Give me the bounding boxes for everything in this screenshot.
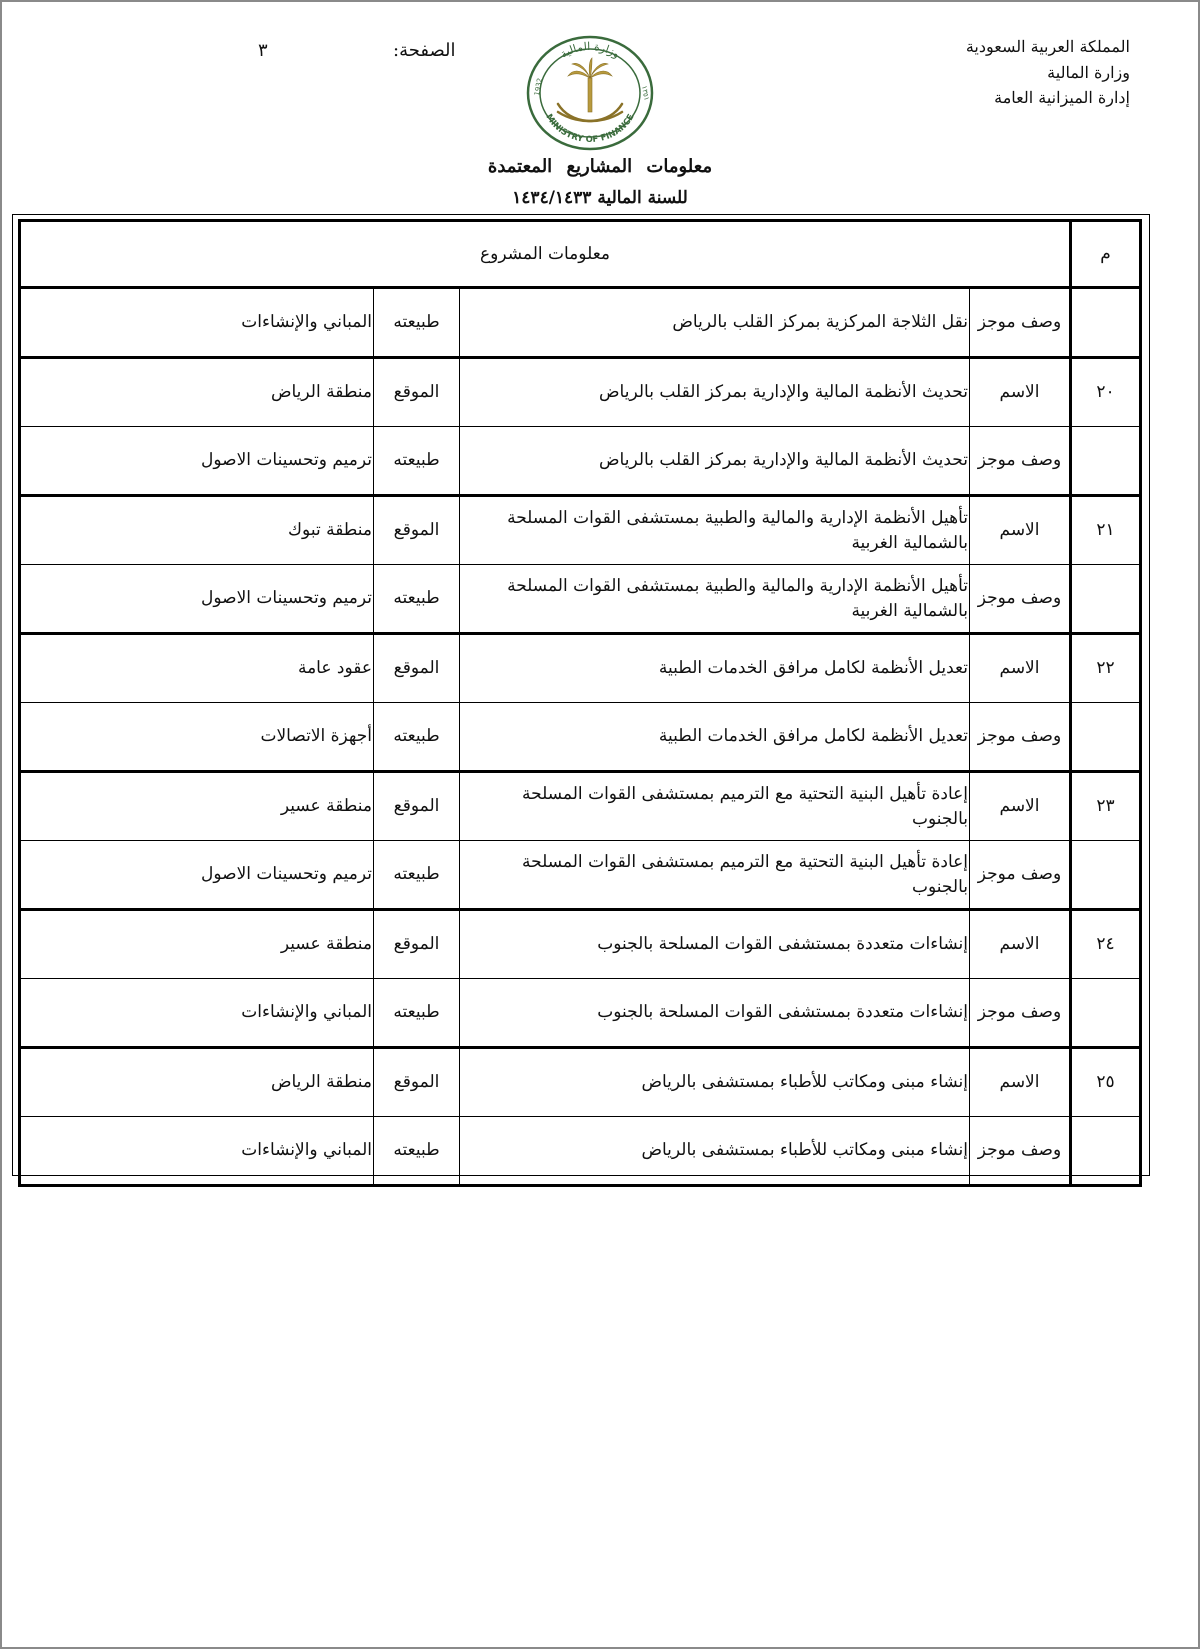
row-label-cell: وصف موجز <box>970 427 1071 496</box>
row-index-cell: ٢٥ <box>1071 1048 1141 1117</box>
row-field-value-cell: أجهزة الاتصالات <box>20 703 374 772</box>
logo-year: 1932 <box>533 77 545 97</box>
table-row <box>20 288 1141 358</box>
row-value-cell: إنشاءات متعددة بمستشفى القوات المسلحة بالجنوب <box>460 910 970 979</box>
row-index-cell <box>1071 841 1141 910</box>
row-field-value-cell: ترميم وتحسينات الاصول <box>20 565 374 634</box>
table-row <box>20 772 1141 841</box>
row-value-cell: تعديل الأنظمة لكامل مرافق الخدمات الطبية <box>460 703 970 772</box>
row-index-cell <box>1071 427 1141 496</box>
page-title: معلومات المشاريع المعتمدة <box>487 156 713 177</box>
row-label-cell: وصف موجز <box>970 565 1071 634</box>
row-label-cell: الاسم <box>970 358 1071 427</box>
row-field-label-cell: طبيعته <box>374 288 460 358</box>
page-subtitle: للسنة المالية ١٤٣٤/١٤٣٣ <box>512 188 688 208</box>
row-value-cell: تحديث الأنظمة المالية والإدارية بمركز القلب بالرياض <box>460 358 970 427</box>
table-row <box>20 496 1141 565</box>
table-row <box>20 910 1141 979</box>
row-field-label-cell: طبيعته <box>374 427 460 496</box>
row-index-cell: ٢٤ <box>1071 910 1141 979</box>
row-index-cell <box>1071 979 1141 1048</box>
row-label-cell: الاسم <box>970 910 1071 979</box>
row-index-cell <box>1071 703 1141 772</box>
table-row <box>20 634 1141 703</box>
row-value-cell: نقل الثلاجة المركزية بمركز القلب بالرياض <box>460 288 970 358</box>
row-field-value-cell: منطقة الرياض <box>20 358 374 427</box>
table-row <box>20 358 1141 427</box>
row-field-label-cell: الموقع <box>374 358 460 427</box>
row-value-cell: تحديث الأنظمة المالية والإدارية بمركز القلب بالرياض <box>460 427 970 496</box>
row-value-cell: تعديل الأنظمة لكامل مرافق الخدمات الطبية <box>460 634 970 703</box>
row-index-cell: ٢١ <box>1071 496 1141 565</box>
row-field-label-cell: طبيعته <box>374 703 460 772</box>
row-value-cell: إنشاءات متعددة بمستشفى القوات المسلحة بالجنوب <box>460 979 970 1048</box>
row-label-cell: وصف موجز <box>970 841 1071 910</box>
row-field-value-cell: المباني والإنشاءات <box>20 1117 374 1186</box>
row-field-value-cell: المباني والإنشاءات <box>20 979 374 1048</box>
table-header-row <box>20 221 1141 288</box>
row-label-cell: وصف موجز <box>970 1117 1071 1186</box>
row-label-cell: وصف موجز <box>970 979 1071 1048</box>
row-index-cell <box>1071 1117 1141 1186</box>
row-index-cell: ٢٠ <box>1071 358 1141 427</box>
row-value-cell: إعادة تأهيل البنية التحتية مع الترميم بمستشفى القوات المسلحة بالجنوب <box>460 841 970 910</box>
palm-icon <box>568 58 612 112</box>
row-field-label-cell: طبيعته <box>374 841 460 910</box>
row-field-value-cell: عقود عامة <box>20 634 374 703</box>
table-row <box>20 703 1141 772</box>
row-field-value-cell: منطقة الرياض <box>20 1048 374 1117</box>
row-value-cell: إنشاء مبنى ومكاتب للأطباء بمستشفى بالرياض <box>460 1117 970 1186</box>
table-row <box>20 1048 1141 1117</box>
page-number: ٣ <box>258 40 268 61</box>
row-index-cell: ٢٢ <box>1071 634 1141 703</box>
row-index-cell <box>1071 288 1141 358</box>
row-field-value-cell: المباني والإنشاءات <box>20 288 374 358</box>
row-index-cell: ٢٣ <box>1071 772 1141 841</box>
logo-year-ar: ١٣٥١ <box>640 84 651 102</box>
row-field-value-cell: ترميم وتحسينات الاصول <box>20 427 374 496</box>
row-label-cell: وصف موجز <box>970 703 1071 772</box>
row-index-cell <box>1071 565 1141 634</box>
table-row <box>20 1117 1141 1186</box>
row-value-cell: تأهيل الأنظمة الإدارية والمالية والطبية بمستشفى القوات المسلحة بالشمالية الغربية <box>460 496 970 565</box>
table-row <box>20 841 1141 910</box>
logo-arabic-text: وزارة المالية <box>557 39 623 61</box>
row-field-label-cell: الموقع <box>374 772 460 841</box>
table-row <box>20 565 1141 634</box>
org-header <box>966 34 1130 111</box>
row-field-label-cell: الموقع <box>374 1048 460 1117</box>
org-ministry: وزارة المالية <box>1047 62 1130 82</box>
row-value-cell: إنشاء مبنى ومكاتب للأطباء بمستشفى بالرياض <box>460 1048 970 1117</box>
row-value-cell: إعادة تأهيل البنية التحتية مع الترميم بمستشفى القوات المسلحة بالجنوب <box>460 772 970 841</box>
row-field-label-cell: طبيعته <box>374 979 460 1048</box>
org-country: المملكة العربية السعودية <box>965 37 1130 56</box>
table-row <box>20 427 1141 496</box>
projects-table <box>18 219 1142 1187</box>
row-label-cell: الاسم <box>970 634 1071 703</box>
row-value-cell: تأهيل الأنظمة الإدارية والمالية والطبية بمستشفى القوات المسلحة بالشمالية الغربية <box>460 565 970 634</box>
row-label-cell: الاسم <box>970 496 1071 565</box>
column-header-index-label: م <box>1100 243 1111 264</box>
row-label-cell: الاسم <box>970 772 1071 841</box>
row-field-label-cell: الموقع <box>374 634 460 703</box>
table-row <box>20 979 1141 1048</box>
row-field-value-cell: منطقة عسير <box>20 772 374 841</box>
row-field-value-cell: ترميم وتحسينات الاصول <box>20 841 374 910</box>
column-header-index <box>1071 221 1141 288</box>
page-label: الصفحة: <box>393 40 456 61</box>
row-field-value-cell: منطقة عسير <box>20 910 374 979</box>
row-field-label-cell: الموقع <box>374 496 460 565</box>
ministry-of-finance-logo <box>524 34 656 152</box>
row-label-cell: الاسم <box>970 1048 1071 1117</box>
row-field-label-cell: الموقع <box>374 910 460 979</box>
logo-english-text: MINISTRY OF FINANCE <box>543 112 637 146</box>
org-department: إدارة الميزانية العامة <box>994 88 1130 108</box>
row-label-cell: وصف موجز <box>970 288 1071 358</box>
row-field-value-cell: منطقة تبوك <box>20 496 374 565</box>
row-field-label-cell: طبيعته <box>374 1117 460 1186</box>
column-header-info <box>20 221 1071 288</box>
row-field-label-cell: طبيعته <box>374 565 460 634</box>
column-header-info-label: معلومات المشروع <box>479 243 611 264</box>
